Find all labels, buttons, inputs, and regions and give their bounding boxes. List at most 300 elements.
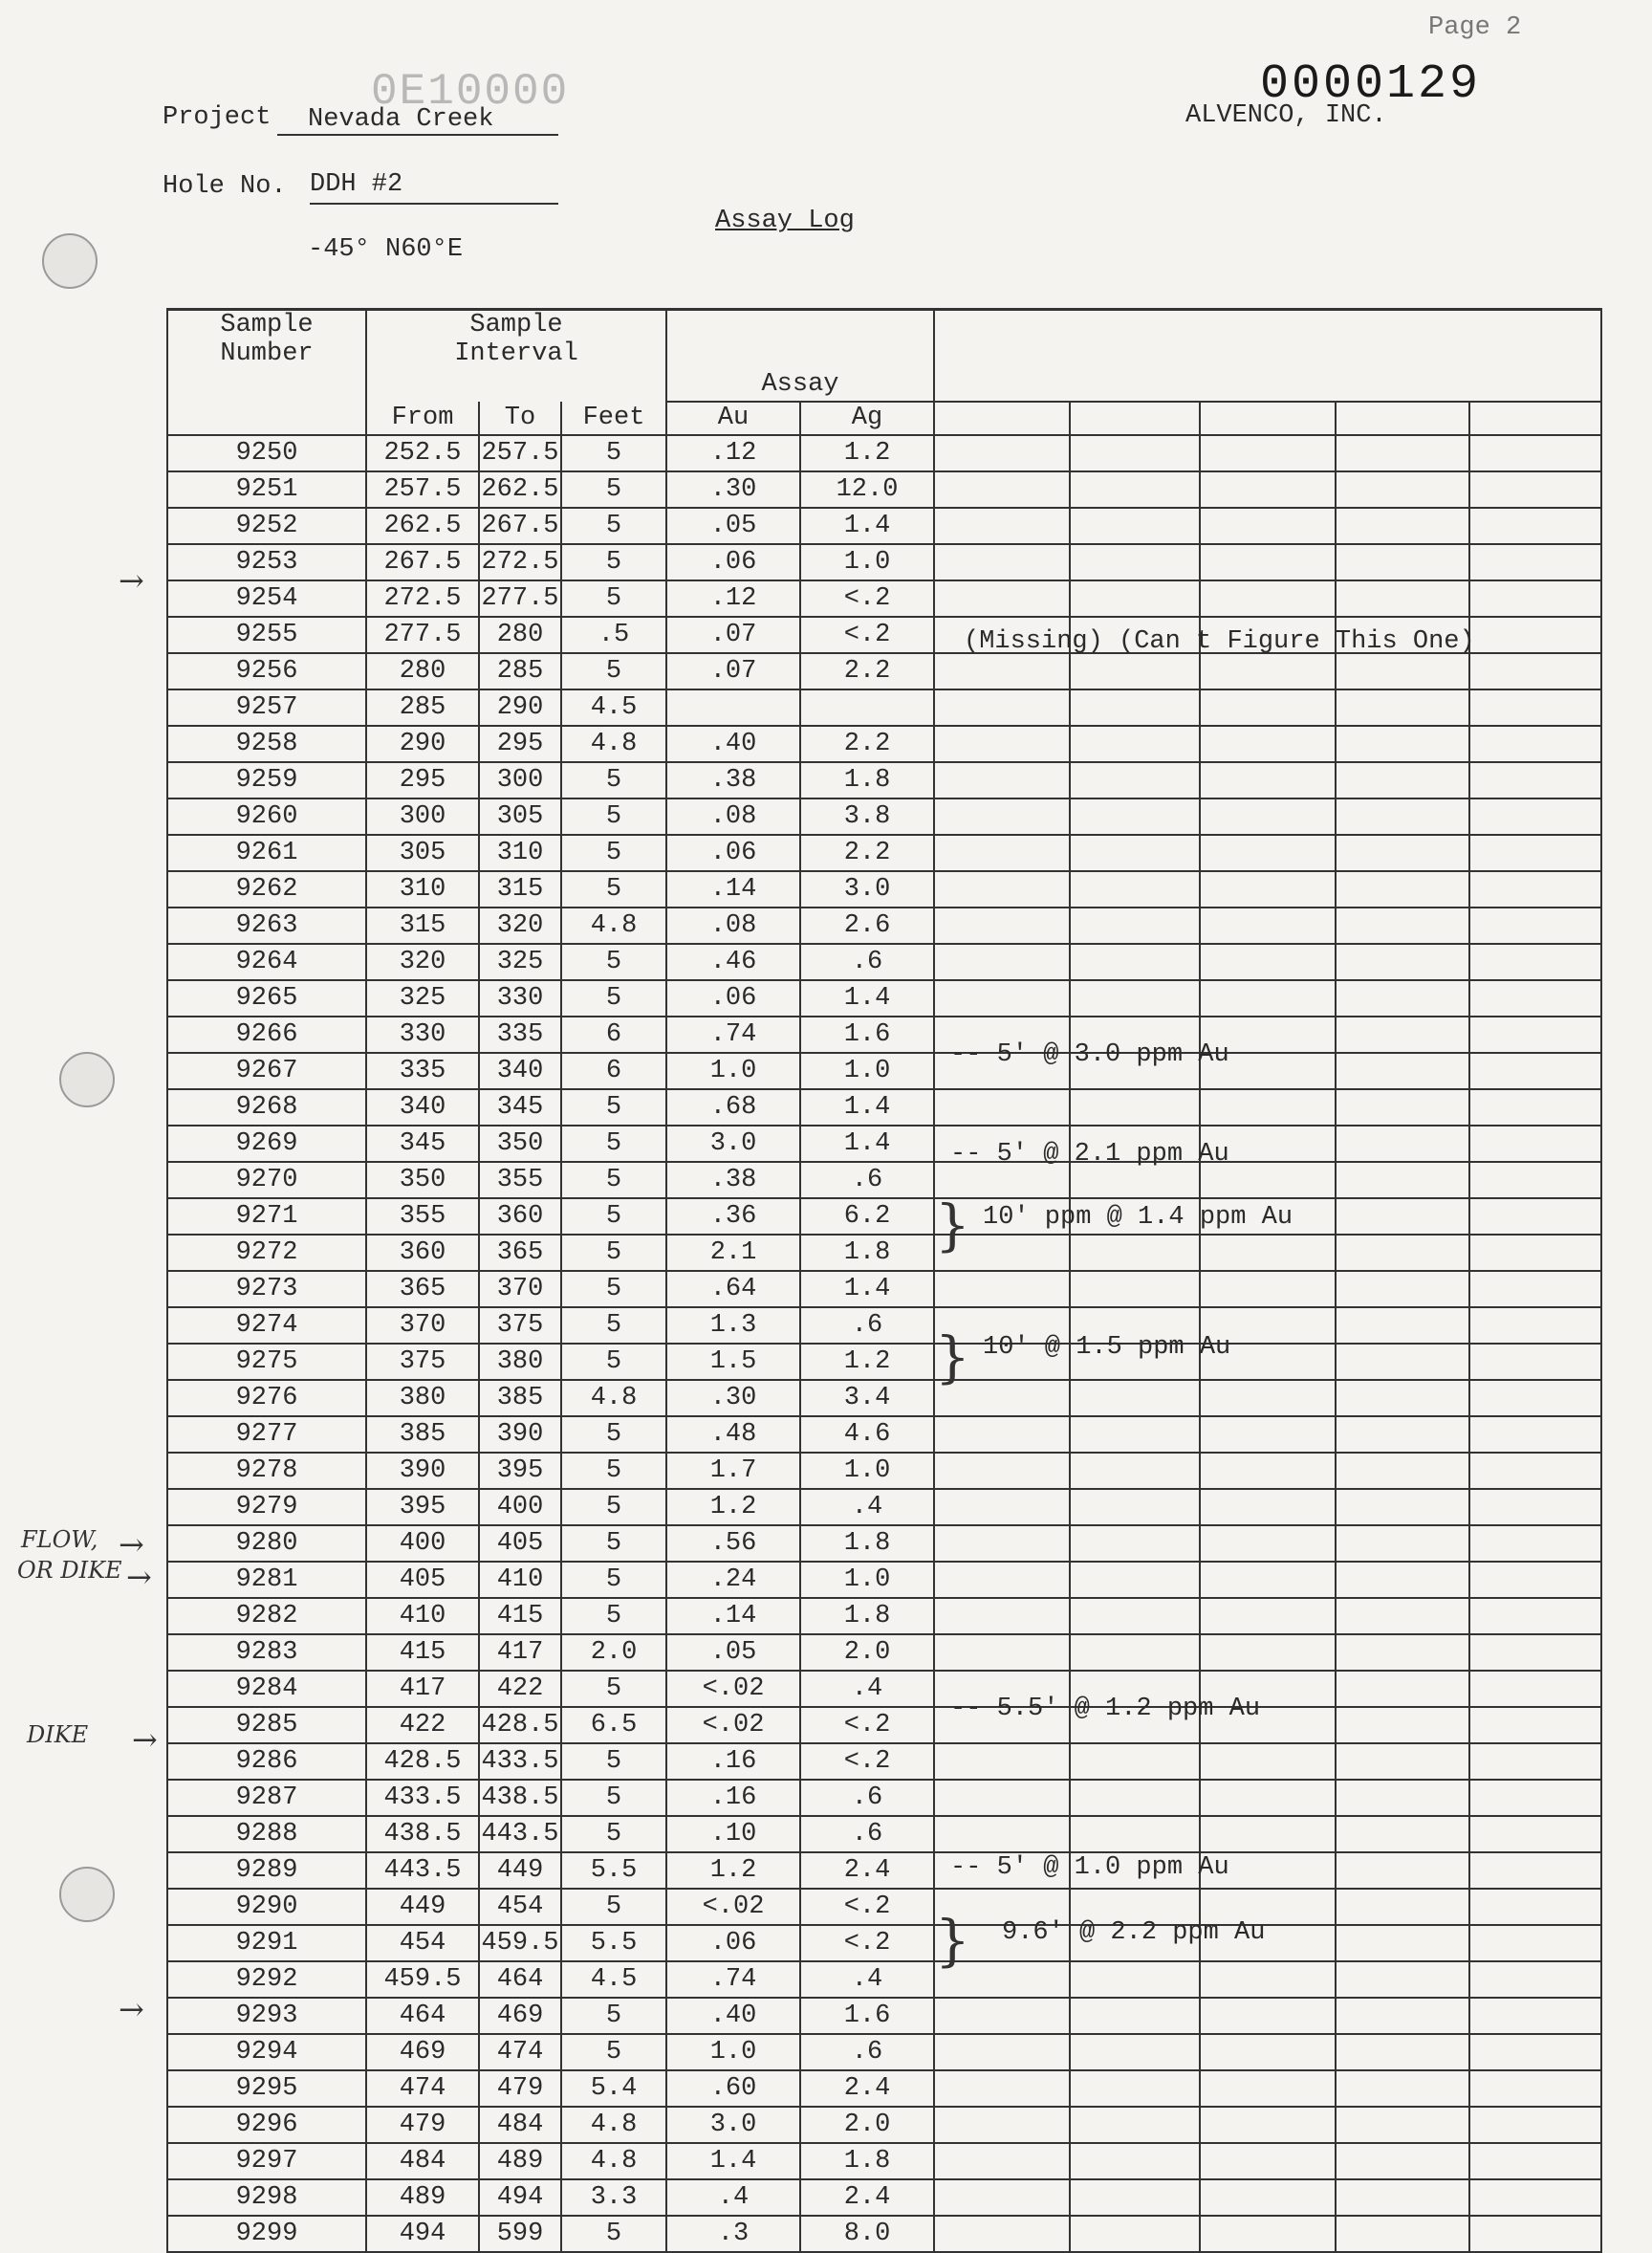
assay-au: .24 — [666, 1562, 800, 1598]
assay-au: .64 — [666, 1271, 800, 1307]
interval-from: 305 — [366, 835, 479, 871]
interval-from: 330 — [366, 1017, 479, 1053]
interval-from: 285 — [366, 689, 479, 726]
assay-ag: 1.0 — [800, 1053, 934, 1089]
note-9294: -- 5' @ 1.0 ppm Au — [950, 1853, 1229, 1882]
interval-from: 474 — [366, 2070, 479, 2107]
interval-to: 449 — [479, 1852, 561, 1889]
assay-ag: .6 — [800, 1162, 934, 1198]
assay-ag: <.2 — [800, 617, 934, 653]
sample-number: 9260 — [167, 798, 366, 835]
table-row — [167, 1743, 1601, 1780]
margin-or-dike-label: OR DIKE — [17, 1557, 122, 1584]
interval-feet: 5 — [561, 1271, 666, 1307]
sample-number: 9277 — [167, 1416, 366, 1453]
interval-to: 438.5 — [479, 1780, 561, 1816]
header-row-3 — [167, 402, 1601, 435]
assay-ag: .6 — [800, 2034, 934, 2070]
assay-au: .30 — [666, 1380, 800, 1416]
interval-from: 443.5 — [366, 1852, 479, 1889]
interval-feet: 5 — [561, 653, 666, 689]
interval-feet: 5 — [561, 1562, 666, 1598]
assay-ag: 1.4 — [800, 1089, 934, 1126]
table-row — [167, 944, 1601, 980]
assay-ag: 3.8 — [800, 798, 934, 835]
interval-feet: 5 — [561, 471, 666, 508]
interval-to: 410 — [479, 1562, 561, 1598]
interval-from: 410 — [366, 1598, 479, 1634]
interval-to: 454 — [479, 1889, 561, 1925]
sample-number: 9276 — [167, 1380, 366, 1416]
interval-feet: 5 — [561, 1525, 666, 1562]
sample-number: 9268 — [167, 1089, 366, 1126]
table-row — [167, 1307, 1601, 1344]
assay-au: .68 — [666, 1089, 800, 1126]
interval-feet: 5 — [561, 1307, 666, 1344]
table-row — [167, 2143, 1601, 2179]
assay-au: 1.3 — [666, 1307, 800, 1344]
interval-from: 489 — [366, 2179, 479, 2216]
assay-au: .40 — [666, 726, 800, 762]
interval-from: 484 — [366, 2143, 479, 2179]
table-row — [167, 1198, 1601, 1235]
assay-au: 3.0 — [666, 1126, 800, 1162]
assay-ag: 1.4 — [800, 1126, 934, 1162]
sample-number: 9271 — [167, 1198, 366, 1235]
interval-to: 295 — [479, 726, 561, 762]
interval-from: 428.5 — [366, 1743, 479, 1780]
arrow-9284: → — [119, 1526, 144, 1563]
punch-hole-bottom — [59, 1867, 115, 1922]
interval-feet: 4.8 — [561, 2107, 666, 2143]
assay-au — [666, 689, 800, 726]
sample-number: 9255 — [167, 617, 366, 653]
interval-from: 494 — [366, 2216, 479, 2252]
sample-number: 9264 — [167, 944, 366, 980]
ag-header: Ag — [800, 402, 934, 435]
sample-number: 9287 — [167, 1780, 366, 1816]
assay-au: .07 — [666, 653, 800, 689]
interval-from: 315 — [366, 908, 479, 944]
sample-number: 9272 — [167, 1235, 366, 1271]
interval-from: 479 — [366, 2107, 479, 2143]
interval-to: 262.5 — [479, 471, 561, 508]
interval-from: 390 — [366, 1453, 479, 1489]
assay-au: .06 — [666, 1925, 800, 1961]
assay-au: 2.1 — [666, 1235, 800, 1271]
hole-label: Hole No. — [163, 172, 287, 201]
table-row — [167, 1780, 1601, 1816]
interval-to: 365 — [479, 1235, 561, 1271]
arrow-9255: → — [119, 562, 144, 599]
table-row — [167, 689, 1601, 726]
interval-to: 433.5 — [479, 1743, 561, 1780]
assay-au: .16 — [666, 1743, 800, 1780]
interval-feet: 5 — [561, 1344, 666, 1380]
interval-from: 335 — [366, 1053, 479, 1089]
sample-number: 9258 — [167, 726, 366, 762]
assay-ag: .4 — [800, 1671, 934, 1707]
assay-ag: 2.2 — [800, 726, 934, 762]
interval-from: 355 — [366, 1198, 479, 1235]
interval-to: 267.5 — [479, 508, 561, 544]
interval-to: 443.5 — [479, 1816, 561, 1852]
interval-to: 459.5 — [479, 1925, 561, 1961]
assay-ag — [800, 689, 934, 726]
table-row — [167, 1089, 1601, 1126]
assay-ag: 1.0 — [800, 1562, 934, 1598]
table-row — [167, 1344, 1601, 1380]
sample-number: 9284 — [167, 1671, 366, 1707]
assay-au: 1.4 — [666, 2143, 800, 2179]
interval-feet: 5 — [561, 1416, 666, 1453]
interval-to: 355 — [479, 1162, 561, 1198]
assay-au: <.02 — [666, 1889, 800, 1925]
sample-number: 9266 — [167, 1017, 366, 1053]
interval-from: 252.5 — [366, 435, 479, 471]
sample-number: 9254 — [167, 580, 366, 617]
interval-feet: 4.8 — [561, 2143, 666, 2179]
assay-ag: 2.2 — [800, 835, 934, 871]
assay-ag: 1.4 — [800, 508, 934, 544]
table-row — [167, 980, 1601, 1017]
assay-ag: 1.2 — [800, 435, 934, 471]
assay-au: .14 — [666, 871, 800, 908]
table-row — [167, 1852, 1601, 1889]
interval-to: 464 — [479, 1961, 561, 1998]
table-row — [167, 1380, 1601, 1416]
table-row — [167, 2034, 1601, 2070]
assay-ag: 1.0 — [800, 1453, 934, 1489]
assay-au: .36 — [666, 1198, 800, 1235]
sample-number: 9294 — [167, 2034, 366, 2070]
assay-ag: 3.0 — [800, 871, 934, 908]
interval-to: 395 — [479, 1453, 561, 1489]
interval-to: 489 — [479, 2143, 561, 2179]
interval-to: 330 — [479, 980, 561, 1017]
table-row — [167, 762, 1601, 798]
interval-to: 310 — [479, 835, 561, 871]
interval-feet: 5 — [561, 1998, 666, 2034]
assay-au: .4 — [666, 2179, 800, 2216]
interval-feet: .5 — [561, 617, 666, 653]
interval-from: 380 — [366, 1380, 479, 1416]
interval-to: 257.5 — [479, 435, 561, 471]
assay-au: .30 — [666, 471, 800, 508]
table-row — [167, 653, 1601, 689]
interval-from: 417 — [366, 1671, 479, 1707]
note-missing: (Missing) (Can t Figure This One) — [964, 627, 1475, 656]
assay-header: Assay — [666, 368, 934, 402]
table-row — [167, 580, 1601, 617]
page-label: Page 2 — [1428, 13, 1522, 42]
assay-ag: 1.8 — [800, 762, 934, 798]
assay-au: 1.0 — [666, 2034, 800, 2070]
document-number-stamp: 0000129 — [1260, 57, 1482, 112]
interval-feet: 5 — [561, 1743, 666, 1780]
interval-to: 484 — [479, 2107, 561, 2143]
interval-from: 385 — [366, 1416, 479, 1453]
interval-from: 320 — [366, 944, 479, 980]
assay-ag: 1.4 — [800, 1271, 934, 1307]
interval-feet: 5 — [561, 1126, 666, 1162]
interval-to: 417 — [479, 1634, 561, 1671]
assay-au: .48 — [666, 1416, 800, 1453]
table-row — [167, 1816, 1601, 1852]
interval-feet: 4.5 — [561, 1961, 666, 1998]
sample-number: 9289 — [167, 1852, 366, 1889]
interval-feet: 5 — [561, 544, 666, 580]
table-row — [167, 871, 1601, 908]
assay-au: 1.5 — [666, 1344, 800, 1380]
assay-au: .46 — [666, 944, 800, 980]
assay-ag: .6 — [800, 944, 934, 980]
interval-feet: 5 — [561, 2034, 666, 2070]
interval-to: 325 — [479, 944, 561, 980]
interval-feet: 5 — [561, 435, 666, 471]
interval-to: 380 — [479, 1344, 561, 1380]
table-row — [167, 726, 1601, 762]
interval-to: 280 — [479, 617, 561, 653]
table-row — [167, 1925, 1601, 1961]
sample-number: 9256 — [167, 653, 366, 689]
arrow-9285: → — [126, 1559, 152, 1595]
interval-to: 300 — [479, 762, 561, 798]
assay-au: .05 — [666, 1634, 800, 1671]
interval-from: 350 — [366, 1162, 479, 1198]
interval-from: 277.5 — [366, 617, 479, 653]
interval-feet: 6 — [561, 1053, 666, 1089]
interval-to: 375 — [479, 1307, 561, 1344]
sample-number: 9295 — [167, 2070, 366, 2107]
sample-number: 9288 — [167, 1816, 366, 1852]
note-9289: -- 5.5' @ 1.2 ppm Au — [950, 1695, 1261, 1723]
interval-to: 315 — [479, 871, 561, 908]
interval-from: 449 — [366, 1889, 479, 1925]
brace-9274-9275: } — [935, 1192, 970, 1258]
assay-au: .05 — [666, 508, 800, 544]
interval-from: 290 — [366, 726, 479, 762]
interval-from: 454 — [366, 1925, 479, 1961]
faded-stamp: 0E10000 — [371, 67, 570, 117]
assay-ag: 8.0 — [800, 2216, 934, 2252]
table-row — [167, 1271, 1601, 1307]
interval-from: 464 — [366, 1998, 479, 2034]
sample-number: 9299 — [167, 2216, 366, 2252]
interval-feet: 5.4 — [561, 2070, 666, 2107]
assay-ag: <.2 — [800, 1925, 934, 1961]
interval-feet: 3.3 — [561, 2179, 666, 2216]
assay-au: .08 — [666, 798, 800, 835]
assay-ag: .4 — [800, 1961, 934, 1998]
sample-number: 9269 — [167, 1126, 366, 1162]
sample-number: 9286 — [167, 1743, 366, 1780]
table-row — [167, 1998, 1601, 2034]
arrow-9290: → — [132, 1721, 158, 1758]
table-row — [167, 1053, 1601, 1089]
assay-ag: 4.6 — [800, 1416, 934, 1453]
company-name: ALVENCO, INC. — [1185, 101, 1387, 130]
assay-ag: 2.0 — [800, 1634, 934, 1671]
interval-feet: 4.5 — [561, 689, 666, 726]
assay-au: .10 — [666, 1816, 800, 1852]
sample-number: 9278 — [167, 1453, 366, 1489]
interval-feet: 5 — [561, 944, 666, 980]
interval-feet: 2.0 — [561, 1634, 666, 1671]
interval-feet: 5 — [561, 762, 666, 798]
assay-au: .06 — [666, 544, 800, 580]
interval-to: 277.5 — [479, 580, 561, 617]
interval-feet: 5 — [561, 1671, 666, 1707]
interval-feet: 5 — [561, 1162, 666, 1198]
interval-from: 375 — [366, 1344, 479, 1380]
table-row — [167, 1162, 1601, 1198]
table-row — [167, 508, 1601, 544]
interval-feet: 4.8 — [561, 1380, 666, 1416]
interval-to: 350 — [479, 1126, 561, 1162]
sample-number: 9281 — [167, 1562, 366, 1598]
sample-number: 9283 — [167, 1634, 366, 1671]
sample-number: 9252 — [167, 508, 366, 544]
assay-ag: 1.2 — [800, 1344, 934, 1380]
assay-ag: 12.0 — [800, 471, 934, 508]
interval-from: 370 — [366, 1307, 479, 1344]
note-9274: 10' ppm @ 1.4 ppm Au — [983, 1203, 1293, 1232]
assay-au: .07 — [666, 617, 800, 653]
interval-feet: 5.5 — [561, 1925, 666, 1961]
sample-number: 9274 — [167, 1307, 366, 1344]
assay-ag: 2.2 — [800, 653, 934, 689]
sample-number: 9279 — [167, 1489, 366, 1525]
assay-au: .56 — [666, 1525, 800, 1562]
interval-feet: 5 — [561, 798, 666, 835]
interval-feet: 5 — [561, 835, 666, 871]
interval-feet: 6.5 — [561, 1707, 666, 1743]
assay-ag: .4 — [800, 1489, 934, 1525]
assay-ag: 6.2 — [800, 1198, 934, 1235]
interval-to: 370 — [479, 1271, 561, 1307]
table-row — [167, 908, 1601, 944]
sample-number: 9282 — [167, 1598, 366, 1634]
assay-ag: 1.6 — [800, 1998, 934, 2034]
assay-ag: 2.0 — [800, 2107, 934, 2143]
interval-feet: 5 — [561, 980, 666, 1017]
assay-au: .3 — [666, 2216, 800, 2252]
assay-header-top — [666, 310, 934, 369]
sample-number: 9263 — [167, 908, 366, 944]
interval-to: 290 — [479, 689, 561, 726]
table-row — [167, 1671, 1601, 1707]
interval-feet: 5 — [561, 871, 666, 908]
interval-to: 415 — [479, 1598, 561, 1634]
interval-to: 345 — [479, 1089, 561, 1126]
hole-value: DDH #2 — [310, 170, 558, 205]
assay-ag: 1.0 — [800, 544, 934, 580]
sample-number: 9291 — [167, 1925, 366, 1961]
interval-to: 469 — [479, 1998, 561, 2034]
assay-ag: <.2 — [800, 1707, 934, 1743]
header-row-1 — [167, 310, 1601, 369]
sample-number: 9290 — [167, 1889, 366, 1925]
table-row — [167, 544, 1601, 580]
interval-to: 320 — [479, 908, 561, 944]
sample-number: 9297 — [167, 2143, 366, 2179]
interval-to: 405 — [479, 1525, 561, 1562]
table-row — [167, 798, 1601, 835]
assay-au: 1.7 — [666, 1453, 800, 1489]
assay-ag: .6 — [800, 1816, 934, 1852]
table-row — [167, 2179, 1601, 2216]
interval-feet: 5 — [561, 1780, 666, 1816]
assay-ag: 1.4 — [800, 980, 934, 1017]
interval-from: 360 — [366, 1235, 479, 1271]
interval-to: 305 — [479, 798, 561, 835]
arrow-9298: → — [119, 1991, 144, 2027]
interval-to: 599 — [479, 2216, 561, 2252]
sample-number: 9293 — [167, 1998, 366, 2034]
sample-number: 9262 — [167, 871, 366, 908]
assay-log-table — [166, 308, 1602, 2253]
interval-feet: 6 — [561, 1017, 666, 1053]
assay-au: 1.2 — [666, 1852, 800, 1889]
interval-to: 474 — [479, 2034, 561, 2070]
table-row — [167, 2070, 1601, 2107]
interval-to: 335 — [479, 1017, 561, 1053]
interval-feet: 5 — [561, 1198, 666, 1235]
interval-from: 280 — [366, 653, 479, 689]
from-header: From — [366, 402, 479, 435]
sample-number: 9257 — [167, 689, 366, 726]
project-label: Project — [163, 103, 272, 132]
assay-ag: 2.4 — [800, 1852, 934, 1889]
interval-feet: 5 — [561, 1235, 666, 1271]
sample-number: 9251 — [167, 471, 366, 508]
interval-feet: 5 — [561, 580, 666, 617]
sample-number: 9285 — [167, 1707, 366, 1743]
assay-au: .16 — [666, 1780, 800, 1816]
assay-au: 3.0 — [666, 2107, 800, 2143]
assay-ag: 2.6 — [800, 908, 934, 944]
sample-interval-header: Sample Interval — [366, 310, 666, 369]
table-row — [167, 1126, 1601, 1162]
brace-9278-9279: } — [935, 1324, 970, 1389]
interval-feet: 5 — [561, 1598, 666, 1634]
table-row — [167, 471, 1601, 508]
interval-from: 257.5 — [366, 471, 479, 508]
interval-to: 272.5 — [479, 544, 561, 580]
sample-number: 9298 — [167, 2179, 366, 2216]
sample-number: 9267 — [167, 1053, 366, 1089]
interval-from: 272.5 — [366, 580, 479, 617]
assay-ag: .6 — [800, 1307, 934, 1344]
table-row — [167, 2107, 1601, 2143]
interval-from: 405 — [366, 1562, 479, 1598]
interval-from: 400 — [366, 1525, 479, 1562]
assay-ag: 1.8 — [800, 1235, 934, 1271]
table-row — [167, 1489, 1601, 1525]
punch-hole-top — [42, 233, 98, 289]
assay-ag: 3.4 — [800, 1380, 934, 1416]
assay-au: .06 — [666, 835, 800, 871]
table-row — [167, 435, 1601, 471]
note-9296: 9.6' @ 2.2 ppm Au — [1002, 1918, 1266, 1947]
interval-from: 438.5 — [366, 1816, 479, 1852]
table-row — [167, 1562, 1601, 1598]
interval-feet: 5 — [561, 508, 666, 544]
feet-header: Feet — [561, 402, 666, 435]
interval-feet: 5 — [561, 1089, 666, 1126]
interval-from: 340 — [366, 1089, 479, 1126]
